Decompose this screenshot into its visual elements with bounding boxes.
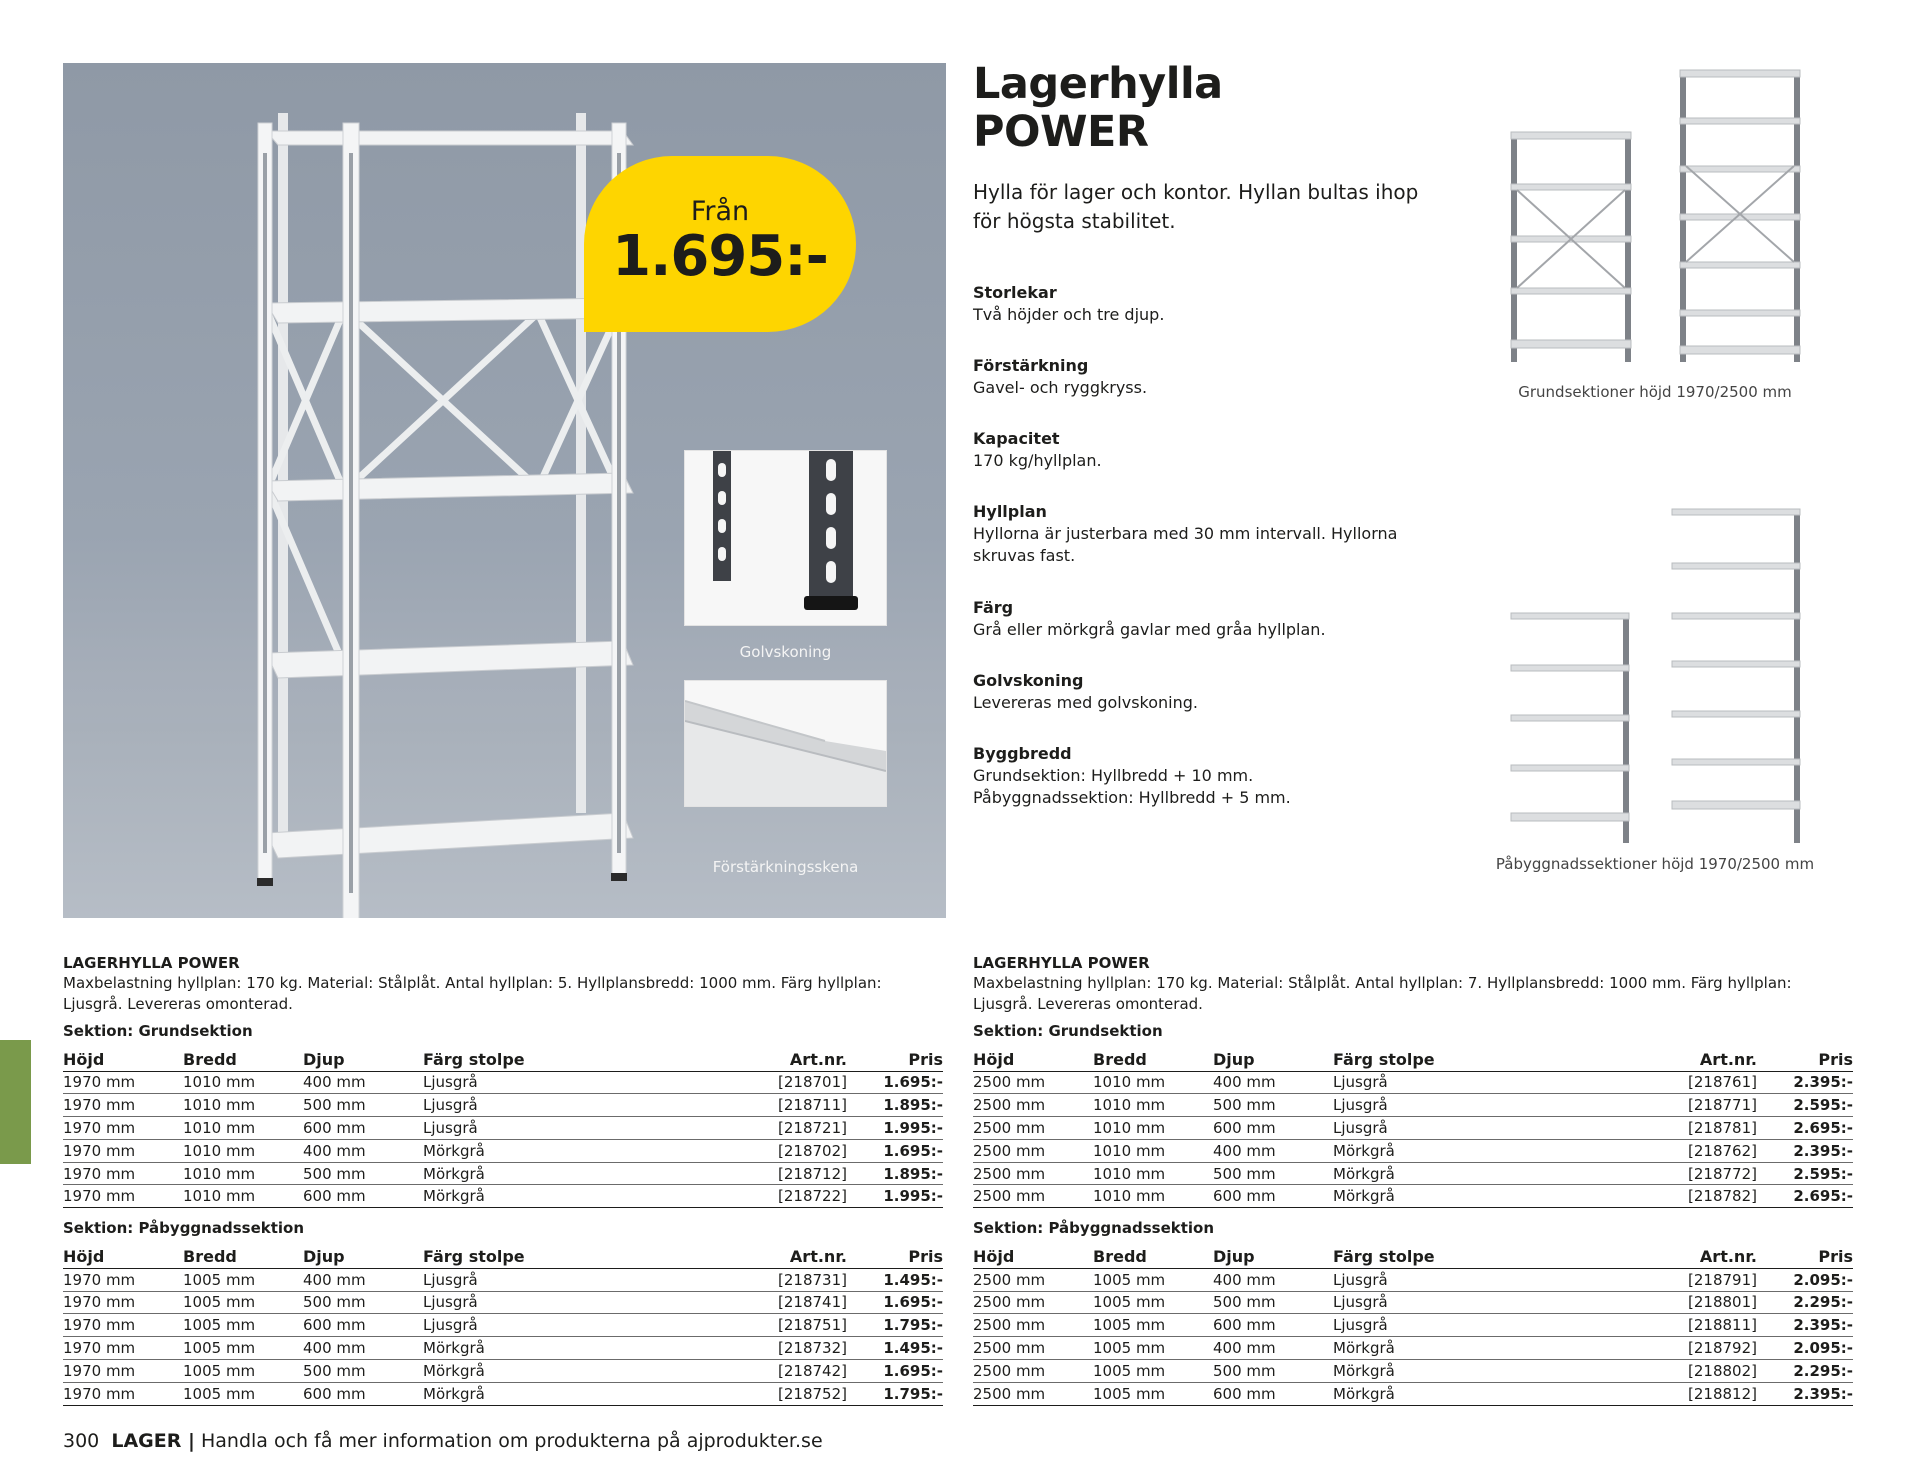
spec-text-2: Påbyggnadssektion: Hyllbredd + 5 mm.: [973, 788, 1291, 807]
col-price-header: Pris: [853, 1049, 943, 1071]
col-height-header: Höjd: [63, 1049, 183, 1071]
col-height: 1970 mm: [63, 1071, 183, 1094]
price-table-extension: [973, 1246, 1853, 1405]
col-depth: 600 mm: [1213, 1185, 1333, 1208]
col-price: 1.995:-: [853, 1185, 943, 1208]
spec-heading: Förstärkning: [973, 356, 1089, 375]
col-height: 2500 mm: [973, 1268, 1093, 1291]
col-post-color-header: Färg stolpe: [423, 1049, 623, 1071]
col-depth: 600 mm: [1213, 1117, 1333, 1140]
footer-text: Handla och få mer information om produkterna på ajprodukter.se: [200, 1430, 823, 1452]
col-article-number: [218781]: [1533, 1117, 1763, 1140]
table-row: [63, 1117, 943, 1140]
spec-text: 170 kg/hyllplan.: [973, 451, 1102, 470]
col-article-number: [218752]: [623, 1382, 853, 1405]
col-article-number: [218712]: [623, 1162, 853, 1185]
table-row: [63, 1094, 943, 1117]
col-price: 1.795:-: [853, 1382, 943, 1405]
col-post-color: Mörkgrå: [423, 1139, 623, 1162]
col-post-color: Ljusgrå: [1333, 1314, 1533, 1337]
hero-photo: [63, 63, 946, 918]
col-width: 1005 mm: [183, 1359, 303, 1382]
col-post-color-header: Färg stolpe: [1333, 1049, 1533, 1071]
col-depth: 500 mm: [303, 1359, 423, 1382]
col-depth: 500 mm: [1213, 1359, 1333, 1382]
col-width-header: Bredd: [1093, 1246, 1213, 1268]
col-depth: 500 mm: [1213, 1162, 1333, 1185]
table-header-row: [973, 1049, 1853, 1071]
col-width: 1010 mm: [183, 1071, 303, 1094]
table-row: [973, 1094, 1853, 1117]
block-description: Maxbelastning hyllplan: 170 kg. Material: Stålplåt. Antal hyllplan: 5. Hyllplansbredd: 1000 mm. Färg hyllplan: Ljusgrå. Levereras omonterad.: [63, 974, 882, 1013]
col-depth: 600 mm: [303, 1382, 423, 1405]
col-price: 2.095:-: [1763, 1337, 1853, 1360]
col-depth-header: Djup: [303, 1049, 423, 1071]
col-depth: 400 mm: [1213, 1139, 1333, 1162]
col-width: 1010 mm: [1093, 1185, 1213, 1208]
page-footer: [63, 1429, 823, 1453]
col-width: 1005 mm: [1093, 1268, 1213, 1291]
spec-heading: Kapacitet: [973, 429, 1060, 448]
col-width: 1010 mm: [183, 1139, 303, 1162]
table-row: [973, 1268, 1853, 1291]
col-height: 1970 mm: [63, 1291, 183, 1314]
table-row: [63, 1359, 943, 1382]
col-article-number: [218811]: [1533, 1314, 1763, 1337]
col-width: 1005 mm: [1093, 1359, 1213, 1382]
col-post-color: Mörkgrå: [423, 1359, 623, 1382]
product-title: [973, 60, 1223, 156]
col-article-number: [218782]: [1533, 1185, 1763, 1208]
col-depth: 400 mm: [1213, 1268, 1333, 1291]
table-row: [63, 1268, 943, 1291]
col-price: 1.695:-: [853, 1291, 943, 1314]
col-height: 1970 mm: [63, 1185, 183, 1208]
price-value: 1.695:-: [612, 224, 828, 289]
col-width: 1005 mm: [183, 1268, 303, 1291]
table-row: [973, 1382, 1853, 1405]
col-post-color: Ljusgrå: [423, 1094, 623, 1117]
col-post-color: Mörkgrå: [1333, 1162, 1533, 1185]
col-width: 1005 mm: [183, 1291, 303, 1314]
spec-build-width: [973, 743, 1413, 809]
spec-floor-shoe: [973, 670, 1413, 714]
col-post-color: Ljusgrå: [423, 1314, 623, 1337]
col-post-color: Mörkgrå: [1333, 1337, 1533, 1360]
col-price: 1.495:-: [853, 1337, 943, 1360]
col-width: 1010 mm: [1093, 1071, 1213, 1094]
col-depth: 600 mm: [1213, 1314, 1333, 1337]
col-depth-header: Djup: [1213, 1049, 1333, 1071]
col-article-number: [218732]: [623, 1337, 853, 1360]
col-price: 1.895:-: [853, 1162, 943, 1185]
col-article-number: [218751]: [623, 1314, 853, 1337]
spec-reinforcement: [973, 355, 1413, 399]
col-depth: 600 mm: [303, 1185, 423, 1208]
col-depth-header: Djup: [303, 1246, 423, 1268]
col-post-color: Ljusgrå: [1333, 1094, 1533, 1117]
col-price: 2.595:-: [1763, 1094, 1853, 1117]
col-depth: 400 mm: [303, 1071, 423, 1094]
col-depth: 400 mm: [303, 1337, 423, 1360]
spec-text: Hyllorna är justerbara med 30 mm intervall. Hyllorna skruvas fast.: [973, 524, 1398, 565]
col-price: 2.095:-: [1763, 1268, 1853, 1291]
col-height: 1970 mm: [63, 1382, 183, 1405]
col-price: 1.695:-: [853, 1139, 943, 1162]
section-label: Sektion: Påbyggnadssektion: [973, 1219, 1215, 1238]
col-article-number: [218791]: [1533, 1268, 1763, 1291]
table-row: [973, 1291, 1853, 1314]
table-row: [63, 1291, 943, 1314]
col-price: 1.995:-: [853, 1117, 943, 1140]
block-description: Maxbelastning hyllplan: 170 kg. Material: Stålplåt. Antal hyllplan: 7. Hyllplansbredd: 1000 mm. Färg hyllplan: Ljusgrå. Levereras omonterad.: [973, 974, 1792, 1013]
col-height: 1970 mm: [63, 1314, 183, 1337]
base-sections-caption: Grundsektioner höjd 1970/2500 mm: [1518, 383, 1792, 401]
col-price: 2.395:-: [1763, 1071, 1853, 1094]
col-height: 1970 mm: [63, 1162, 183, 1185]
col-width: 1005 mm: [1093, 1314, 1213, 1337]
price-table-extension: [63, 1246, 943, 1405]
spec-heading: Golvskoning: [973, 671, 1084, 690]
reinforcement-rail-caption: Förstärkningsskena: [712, 858, 859, 876]
col-height: 1970 mm: [63, 1117, 183, 1140]
col-price: 1.695:-: [853, 1071, 943, 1094]
col-article-number: [218711]: [623, 1094, 853, 1117]
table-header-row: [63, 1049, 943, 1071]
col-width: 1010 mm: [1093, 1162, 1213, 1185]
spec-shelf: [973, 501, 1413, 567]
col-height: 2500 mm: [973, 1162, 1093, 1185]
col-post-color: Ljusgrå: [1333, 1117, 1533, 1140]
section-color-tab: [0, 1040, 31, 1164]
col-article-number: [218792]: [1533, 1337, 1763, 1360]
col-price: 2.695:-: [1763, 1117, 1853, 1140]
col-height: 1970 mm: [63, 1139, 183, 1162]
col-article-number: [218812]: [1533, 1382, 1763, 1405]
table-row: [63, 1382, 943, 1405]
col-height: 2500 mm: [973, 1291, 1093, 1314]
col-height-header: Höjd: [973, 1246, 1093, 1268]
col-article-number: [218801]: [1533, 1291, 1763, 1314]
col-depth: 500 mm: [303, 1094, 423, 1117]
base-sections-illustration: [1505, 66, 1805, 371]
col-post-color: Ljusgrå: [423, 1117, 623, 1140]
col-price-header: Pris: [1763, 1049, 1853, 1071]
col-height: 1970 mm: [63, 1268, 183, 1291]
col-post-color-header: Färg stolpe: [1333, 1246, 1533, 1268]
col-depth: 500 mm: [303, 1162, 423, 1185]
spec-color: [973, 597, 1413, 641]
product-block-1970: [63, 953, 943, 1406]
spec-text: Levereras med golvskoning.: [973, 693, 1198, 712]
col-width: 1010 mm: [183, 1094, 303, 1117]
col-height: 2500 mm: [973, 1382, 1093, 1405]
table-header-row: [973, 1246, 1853, 1268]
col-article-number: [218742]: [623, 1359, 853, 1382]
spec-text: Gavel- och ryggkryss.: [973, 378, 1148, 397]
col-price: 2.395:-: [1763, 1139, 1853, 1162]
col-post-color: Ljusgrå: [1333, 1291, 1533, 1314]
col-height: 2500 mm: [973, 1117, 1093, 1140]
table-row: [973, 1337, 1853, 1360]
col-article-number: [218701]: [623, 1071, 853, 1094]
col-width-header: Bredd: [183, 1246, 303, 1268]
col-article-number: [218731]: [623, 1268, 853, 1291]
block-title: LAGERHYLLA POWER: [63, 954, 240, 972]
col-depth: 400 mm: [1213, 1071, 1333, 1094]
table-row: [63, 1162, 943, 1185]
col-width-header: Bredd: [1093, 1049, 1213, 1071]
table-row: [63, 1314, 943, 1337]
table-row: [973, 1139, 1853, 1162]
col-price: 2.395:-: [1763, 1314, 1853, 1337]
col-article-number: [218802]: [1533, 1359, 1763, 1382]
col-height: 1970 mm: [63, 1337, 183, 1360]
col-post-color: Ljusgrå: [423, 1071, 623, 1094]
col-height: 2500 mm: [973, 1359, 1093, 1382]
col-price: 1.495:-: [853, 1268, 943, 1291]
col-depth: 500 mm: [1213, 1094, 1333, 1117]
col-article-number: [218771]: [1533, 1094, 1763, 1117]
spec-heading: Hyllplan: [973, 502, 1047, 521]
spec-heading: Färg: [973, 598, 1014, 617]
col-width: 1010 mm: [183, 1185, 303, 1208]
section-label: Sektion: Grundsektion: [973, 1022, 1163, 1040]
table-row: [973, 1185, 1853, 1208]
col-price: 2.695:-: [1763, 1185, 1853, 1208]
col-article-number: [218721]: [623, 1117, 853, 1140]
spec-heading: Byggbredd: [973, 744, 1072, 763]
col-width: 1005 mm: [183, 1314, 303, 1337]
table-row: [973, 1314, 1853, 1337]
block-title: LAGERHYLLA POWER: [973, 954, 1150, 972]
col-article-number-header: Art.nr.: [623, 1246, 853, 1268]
title-line-1: Lagerhylla: [973, 59, 1223, 109]
col-article-number: [218761]: [1533, 1071, 1763, 1094]
col-post-color: Mörkgrå: [423, 1185, 623, 1208]
col-price: 2.595:-: [1763, 1162, 1853, 1185]
col-post-color: Mörkgrå: [1333, 1382, 1533, 1405]
col-height: 2500 mm: [973, 1139, 1093, 1162]
col-depth: 400 mm: [1213, 1337, 1333, 1360]
col-height: 2500 mm: [973, 1185, 1093, 1208]
spec-text: Två höjder och tre djup.: [973, 305, 1165, 324]
col-width: 1010 mm: [183, 1117, 303, 1140]
col-post-color-header: Färg stolpe: [423, 1246, 623, 1268]
col-price: 2.295:-: [1763, 1291, 1853, 1314]
section-label: Sektion: Påbyggnadssektion: [63, 1219, 305, 1238]
col-post-color: Ljusgrå: [423, 1291, 623, 1314]
table-row: [973, 1359, 1853, 1382]
col-depth: 600 mm: [1213, 1382, 1333, 1405]
col-height: 2500 mm: [973, 1071, 1093, 1094]
col-post-color: Mörkgrå: [1333, 1139, 1533, 1162]
spec-sizes: [973, 282, 1413, 326]
col-price-header: Pris: [853, 1246, 943, 1268]
col-height-header: Höjd: [973, 1049, 1093, 1071]
col-width: 1005 mm: [1093, 1291, 1213, 1314]
col-width: 1010 mm: [1093, 1139, 1213, 1162]
col-price: 1.895:-: [853, 1094, 943, 1117]
col-height: 2500 mm: [973, 1314, 1093, 1337]
col-post-color: Mörkgrå: [1333, 1185, 1533, 1208]
col-article-number: [218772]: [1533, 1162, 1763, 1185]
col-article-number-header: Art.nr.: [623, 1049, 853, 1071]
col-height-header: Höjd: [63, 1246, 183, 1268]
col-article-number-header: Art.nr.: [1533, 1049, 1763, 1071]
col-price: 2.395:-: [1763, 1382, 1853, 1405]
table-row: [973, 1162, 1853, 1185]
col-width: 1005 mm: [183, 1337, 303, 1360]
price-badge: [584, 156, 856, 332]
col-width: 1005 mm: [1093, 1382, 1213, 1405]
extension-sections-illustration: [1505, 505, 1805, 845]
price-table-base: [973, 1049, 1853, 1208]
table-row: [63, 1139, 943, 1162]
col-price: 1.695:-: [853, 1359, 943, 1382]
col-depth: 400 mm: [303, 1268, 423, 1291]
col-price-header: Pris: [1763, 1246, 1853, 1268]
col-height: 2500 mm: [973, 1337, 1093, 1360]
floor-shoe-caption: Golvskoning: [739, 643, 832, 661]
page-number: 300: [63, 1430, 100, 1452]
col-width-header: Bredd: [183, 1049, 303, 1071]
col-width: 1005 mm: [183, 1382, 303, 1405]
spec-text: Grå eller mörkgrå gavlar med gråa hyllplan.: [973, 620, 1326, 639]
table-header-row: [63, 1246, 943, 1268]
price-table-base: [63, 1049, 943, 1208]
table-row: [63, 1337, 943, 1360]
spec-heading: Storlekar: [973, 283, 1057, 302]
section-label: Sektion: Grundsektion: [63, 1022, 253, 1040]
footer-section: LAGER |: [111, 1430, 195, 1452]
reinforcement-rail-thumbnail: [684, 680, 887, 807]
col-post-color: Ljusgrå: [1333, 1268, 1533, 1291]
col-width: 1010 mm: [183, 1162, 303, 1185]
col-post-color: Ljusgrå: [1333, 1071, 1533, 1094]
col-height: 1970 mm: [63, 1359, 183, 1382]
extension-sections-caption: Påbyggnadssektioner höjd 1970/2500 mm: [1495, 855, 1815, 873]
product-intro: Hylla för lager och kontor. Hyllan bultas ihop för högsta stabilitet.: [973, 180, 1419, 233]
spec-text: Grundsektion: Hyllbredd + 10 mm.: [973, 766, 1254, 785]
col-depth: 600 mm: [303, 1314, 423, 1337]
table-row: [63, 1185, 943, 1208]
col-width: 1010 mm: [1093, 1117, 1213, 1140]
col-depth: 400 mm: [303, 1139, 423, 1162]
col-width: 1010 mm: [1093, 1094, 1213, 1117]
col-height: 1970 mm: [63, 1094, 183, 1117]
table-row: [973, 1117, 1853, 1140]
col-article-number: [218741]: [623, 1291, 853, 1314]
col-depth: 500 mm: [1213, 1291, 1333, 1314]
floor-shoe-thumbnail: [684, 450, 887, 626]
col-article-number: [218762]: [1533, 1139, 1763, 1162]
col-article-number: [218702]: [623, 1139, 853, 1162]
col-price: 2.295:-: [1763, 1359, 1853, 1382]
col-depth-header: Djup: [1213, 1246, 1333, 1268]
col-post-color: Mörkgrå: [423, 1162, 623, 1185]
col-depth: 600 mm: [303, 1117, 423, 1140]
col-post-color: Mörkgrå: [423, 1382, 623, 1405]
col-height: 2500 mm: [973, 1094, 1093, 1117]
col-post-color: Mörkgrå: [423, 1337, 623, 1360]
table-row: [63, 1071, 943, 1094]
price-from-label: Från: [690, 196, 750, 227]
table-row: [973, 1071, 1853, 1094]
col-article-number: [218722]: [623, 1185, 853, 1208]
col-price: 1.795:-: [853, 1314, 943, 1337]
title-line-2: POWER: [973, 107, 1149, 157]
product-block-2500: [973, 953, 1853, 1406]
col-depth: 500 mm: [303, 1291, 423, 1314]
col-article-number-header: Art.nr.: [1533, 1246, 1763, 1268]
col-width: 1005 mm: [1093, 1337, 1213, 1360]
col-post-color: Mörkgrå: [1333, 1359, 1533, 1382]
spec-capacity: [973, 428, 1413, 472]
col-post-color: Ljusgrå: [423, 1268, 623, 1291]
